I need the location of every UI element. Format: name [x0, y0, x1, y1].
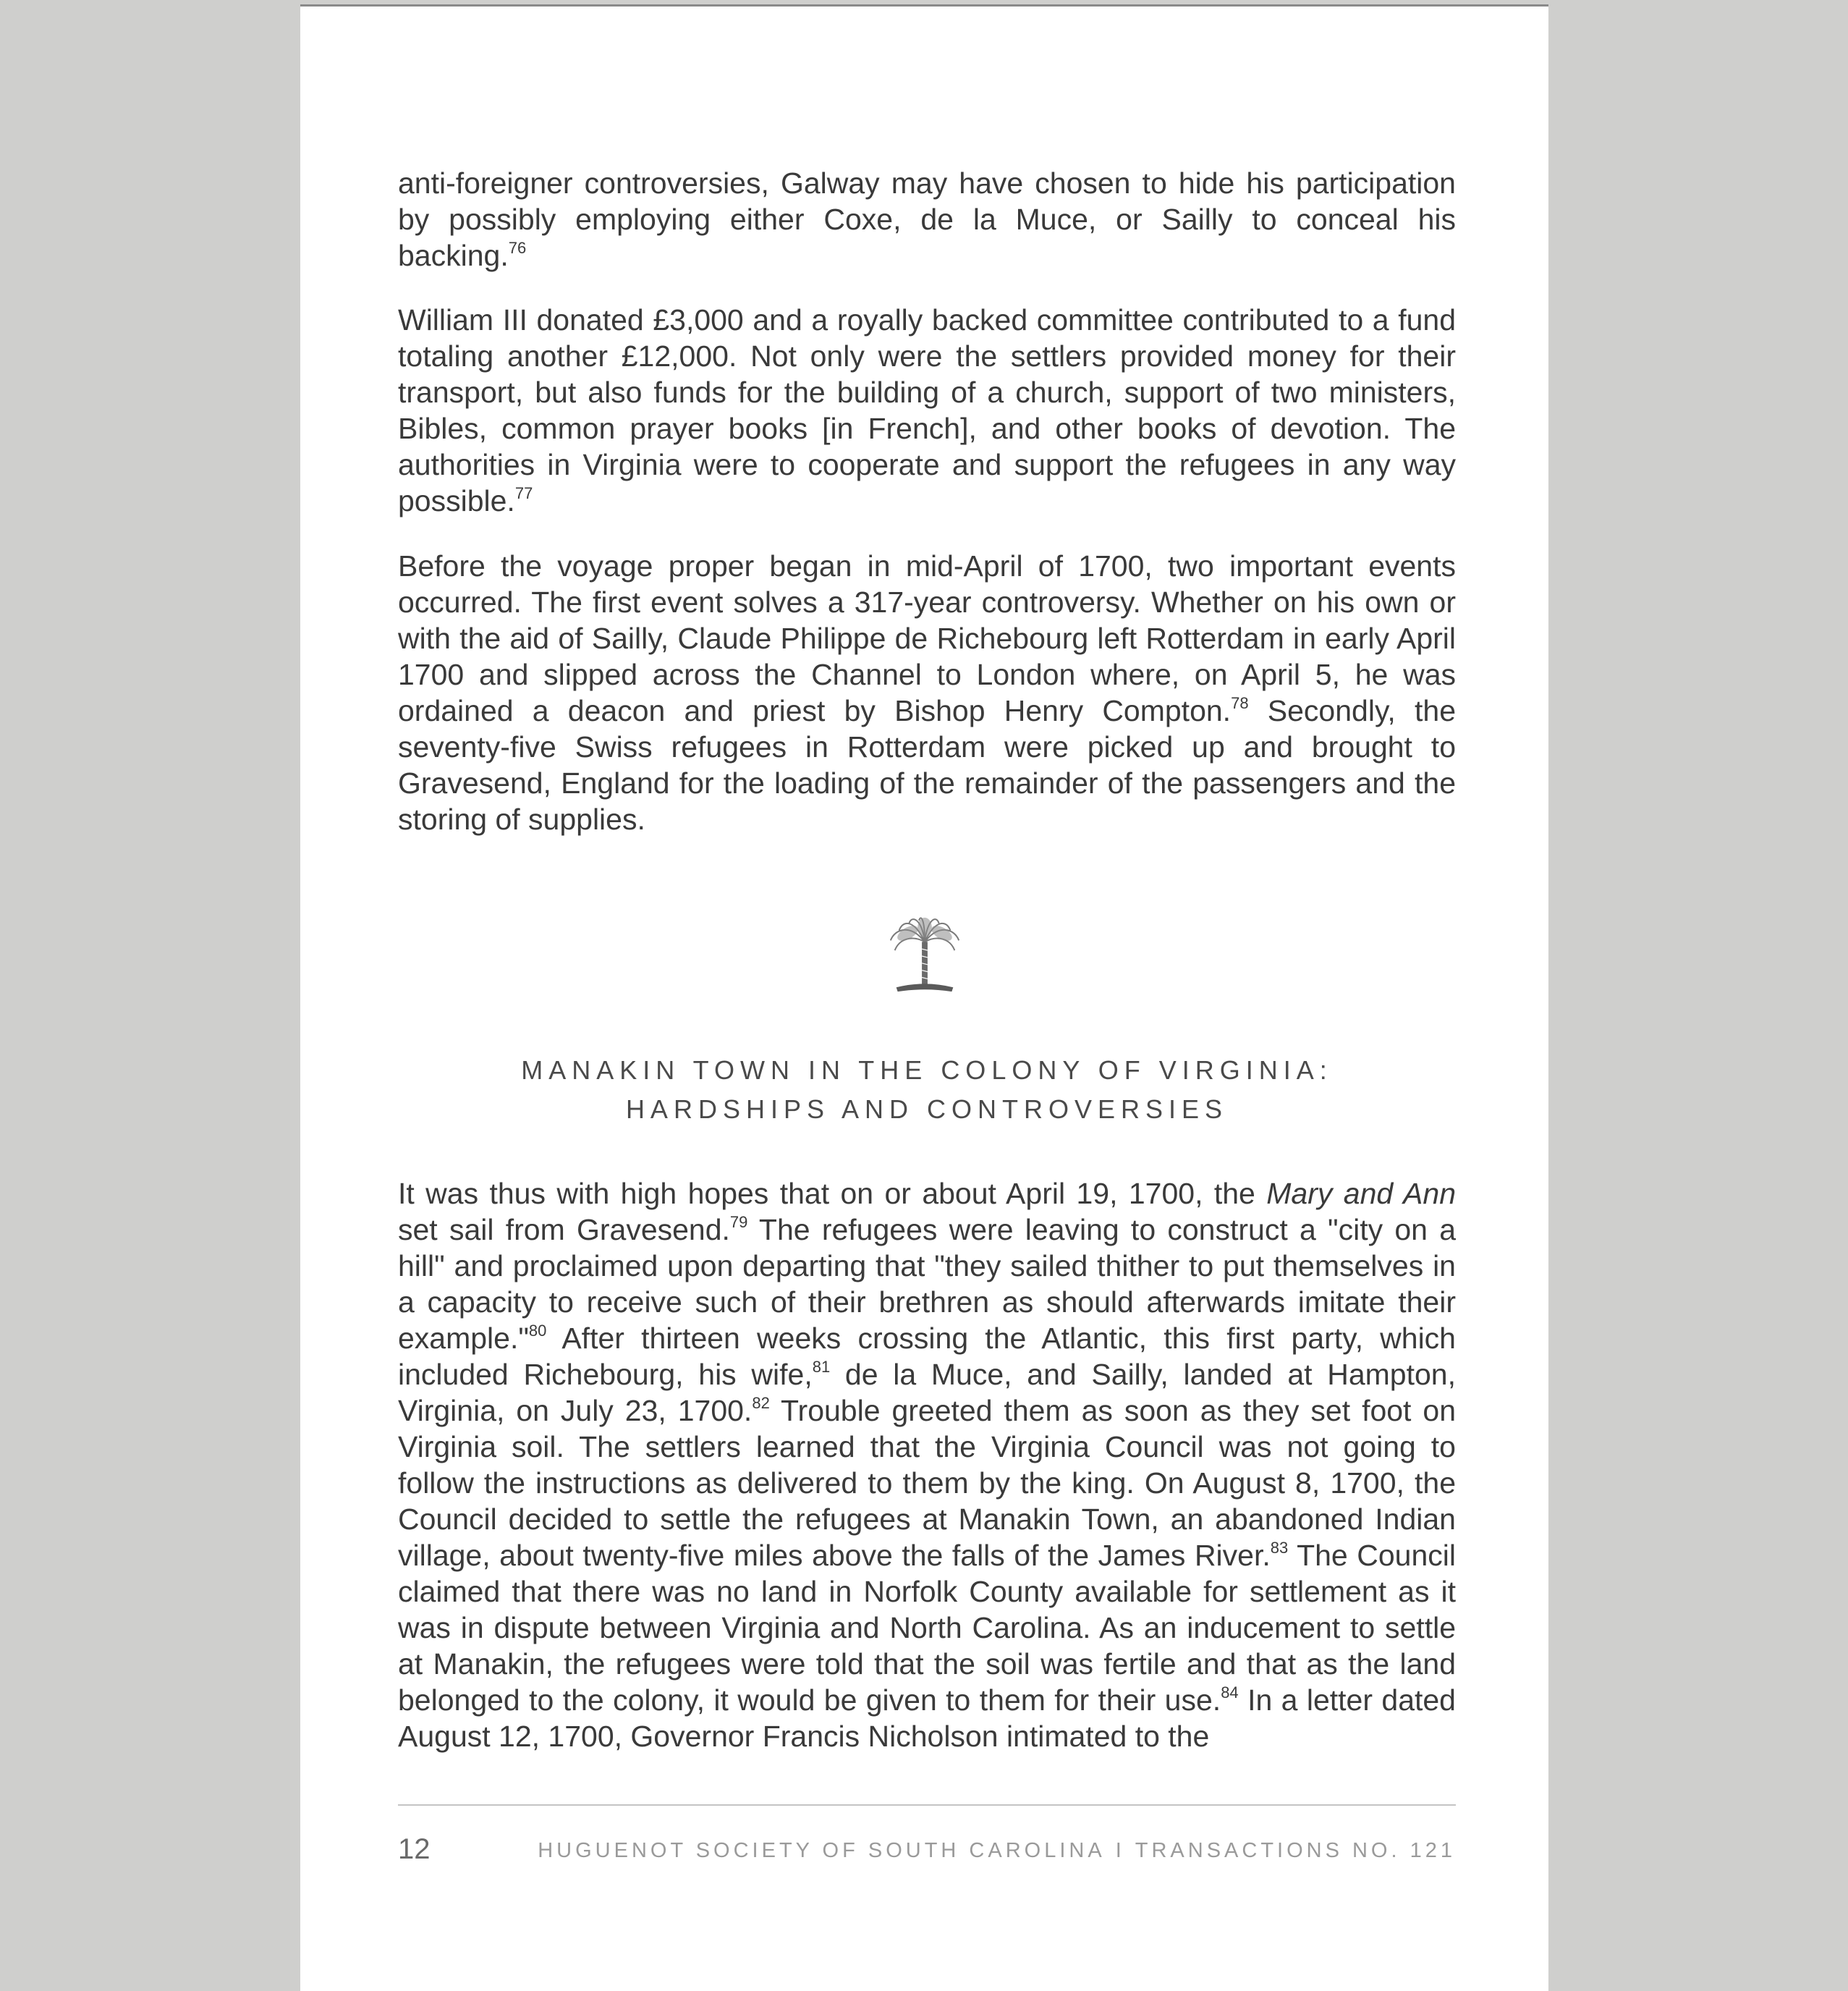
paragraph-text: The Council claimed that there was no land in Norfolk County available for settlement as it was in dispute between Virginia and North Carolina. As an inducement to settle at Manakin, the refugees were told that the soil was fertile and that as the land belonged to the colony, it would be given to them for their use. — [398, 1539, 1456, 1717]
paragraph-4 — [398, 1175, 1456, 1754]
footer-society: HUGUENOT SOCIETY OF SOUTH CAROLINA — [538, 1839, 1106, 1862]
paragraph-text: William III donated £3,000 and a royally backed committee contributed to a fund totaling another £12,000. Not only were the settlers provided money for their transport, but also funds for the building of a church, support of two ministers, Bibles, common prayer books [in French], and other books of devotion. The authorities in Virginia were to cooperate and support the refugees in any way possible. — [398, 303, 1456, 517]
paragraph-text: After thirteen weeks crossing the Atlantic, this first party, which included Richebourg, his wife, — [398, 1322, 1456, 1391]
ship-name: Mary and Ann — [1266, 1177, 1457, 1210]
footnote-ref-80[interactable]: 80 — [528, 1322, 547, 1340]
footnote-ref-83[interactable]: 83 — [1270, 1539, 1289, 1557]
section-heading-line-1: MANAKIN TOWN IN THE COLONY OF VIRGINIA: — [521, 1055, 1333, 1085]
footer-separator: I — [1115, 1839, 1125, 1862]
paragraph-text: set sail from Gravesend. — [398, 1213, 730, 1246]
paragraph-text: In a letter dated August 12, 1700, Governor Francis Nicholson intimated to the — [398, 1683, 1456, 1753]
footer-transactions: TRANSACTIONS NO. 121 — [1135, 1839, 1456, 1862]
footnote-ref-84[interactable]: 84 — [1221, 1683, 1239, 1702]
footnote-ref-78[interactable]: 78 — [1231, 694, 1249, 712]
footnote-ref-76[interactable]: 76 — [508, 239, 527, 257]
paragraph-text: It was thus with high hopes that on or about April 19, 1700, the — [398, 1177, 1267, 1210]
paragraph-text: de la Muce, and Sailly, landed at Hampton, Virginia, on July 23, 1700. — [398, 1358, 1456, 1427]
footnote-ref-79[interactable]: 79 — [729, 1213, 748, 1231]
footnote-ref-77[interactable]: 77 — [514, 484, 533, 502]
paragraph-text: Secondly, the seventy-five Swiss refugees in Rotterdam were picked up and brought to Gravesend, England for the loading of the remainder of the passengers and the storing of supplies. — [398, 694, 1457, 836]
paragraph-text: Trouble greeted them as soon as they set foot on Virginia soil. The settlers learned that the Virginia Council was not going to follow the instructions as delivered to them by the king. On August 8, 1700, the Council decided to settle the refugees at Manakin Town, an abandoned Indian village, about twenty-five miles above the falls of the James River. — [398, 1394, 1457, 1572]
section-heading-line-2: HARDSHIPS AND CONTROVERSIES — [625, 1094, 1229, 1124]
page-number: 12 — [398, 1833, 431, 1865]
page — [300, 4, 1548, 1991]
paragraph-2 — [398, 302, 1456, 519]
paragraph-text: Before the voyage proper began in mid-April of 1700, two important events occurred. The first event solves a 317-year controversy. Whether on his own or with the aid of Sailly, Claude Philippe de Richebourg left Rotterdam in early April 1700 and slipped across the Channel to London where, on April 5, he was ordained a deacon and priest by Bishop Henry Compton. — [398, 549, 1456, 727]
footnote-ref-81[interactable]: 81 — [812, 1358, 831, 1376]
footer-divider — [398, 1804, 1456, 1806]
paragraph-1 — [398, 165, 1456, 274]
running-footer — [538, 1839, 1456, 1863]
paragraph-text: anti-foreigner controversies, Galway may have chosen to hide his participation by possibly employing either Coxe, de la Muce, or Sailly to conceal his backing. — [398, 166, 1456, 272]
palmetto-tree-icon — [882, 913, 967, 999]
paragraph-text: The refugees were leaving to construct a "city on a hill" and proclaimed upon departing that "they sailed thither to put themselves in a capacity to receive such of their brethren as should afterwards imitate their example." — [398, 1213, 1456, 1355]
paragraph-3 — [398, 548, 1456, 837]
footnote-ref-82[interactable]: 82 — [752, 1394, 770, 1412]
